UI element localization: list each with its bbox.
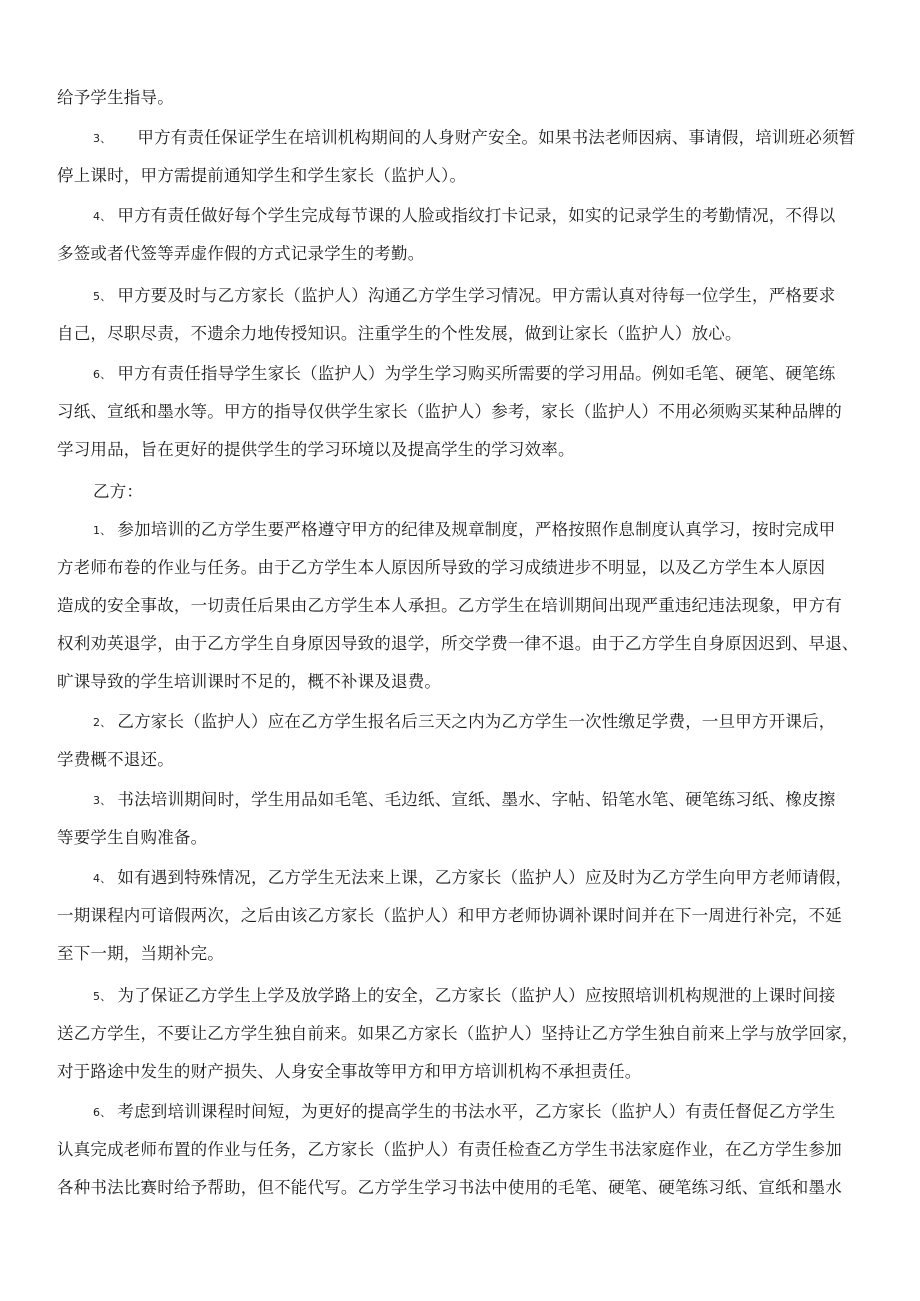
list-item-3: 3、 书法培训期间时，学生用品如毛笔、毛边纸、宣纸、墨水、字帖、铅笔水笔、硬笔练习纸、橡皮擦: [93, 788, 836, 813]
text-line: 认真完成老师布置的作业与任务，乙方家长（监护人）有责任检查乙方学生书法家庭作业，在乙方学生参加: [57, 1140, 842, 1159]
text-line: 停上课时，甲方需提前通知学生和学生家长（监护人）。: [57, 166, 467, 185]
text-line: 一期课程内可谙假两次，之后由该乙方家长（监护人）和甲方老师协调补课时间并在下一周进行补完，不延: [57, 906, 842, 925]
text-line: 造成的安全事故，一切责任后果由乙方学生本人承担。乙方学生在培训期间出现严重违纪违法现象，甲方有: [57, 596, 842, 615]
item-number: 3、: [93, 132, 112, 145]
text-line: 学习用品，旨在更好的提供学生的学习环境以及提高学生的学习效率。: [57, 440, 575, 459]
text-line: 至下一期，当期补完。: [57, 944, 224, 963]
list-item-4: 4、 甲方有责任做好每个学生完成每节课的人脸或指纹打卡记录，如实的记录学生的考勤情况，不得以: [93, 204, 836, 229]
item-number: 5、: [93, 990, 112, 1003]
list-item-3: 3、 甲方有责任保证学生在培训机构期间的人身财产安全。如果书法老师因病、事请假，培训班必须暂: [93, 126, 856, 151]
item-number: 1、: [93, 524, 112, 537]
text-line: 权利劝英退学，由于乙方学生自身原因导致的退学，所交学费一律不退。由于乙方学生自身原因迟到、早退、: [57, 634, 859, 653]
list-item-5: 5、 为了保证乙方学生上学及放学路上的安全，乙方家长（监护人）应按照培训机构规泄的上课时间接: [93, 984, 836, 1009]
list-item-1: 1、 参加培训的乙方学生要严格遵守甲方的纪律及规章制度，严格按照作息制度认真学习，按时完成甲: [93, 518, 836, 543]
text-line: 习纸、宣纸和墨水等。甲方的指导仅供学生家长（监护人）参考，家长（监护人）不用必须购买某种品牌的: [57, 402, 842, 421]
text-line: 方老师布卷的作业与任务。由于乙方学生本人原因所导致的学习成绩进步不明显，以及乙方学生本人原因: [57, 558, 826, 577]
text-line: 各种书法比赛时给予帮助，但不能代写。乙方学生学习书法中使用的毛笔、硬笔、硬笔练习纸、宣纸和墨水: [57, 1178, 842, 1197]
text-line: 多签或者代签等弄虚作假的方式记录学生的考勤。: [57, 244, 425, 263]
text-line: 学费概不退还。: [57, 750, 174, 769]
list-item-2: 2、 乙方家长（监护人）应在乙方学生报名后三天之内为乙方学生一次性缴足学费，一旦甲方开课后，: [93, 710, 836, 735]
text-line: 给予学生指导。: [57, 88, 174, 107]
section-heading: 乙方：: [93, 482, 144, 501]
item-number: 2、: [93, 716, 112, 729]
list-item-6: 6、 考虑到培训课程时间短，为更好的提高学生的书法水平，乙方家长（监护人）有责任督促乙方学生: [93, 1100, 836, 1125]
text-line: 自己，尽职尽责，不遗余力地传授知识。注重学生的个性发展，做到让家长（监护人）放心。: [57, 324, 742, 343]
list-item-5: 5、 甲方要及时与乙方家长（监护人）沟通乙方学生学习情况。甲方需认真对待每一位学生，严格要求: [93, 284, 836, 309]
list-item-6: 6、 甲方有责任指导学生家长（监护人）为学生学习购买所需要的学习用品。例如毛笔、硬笔、硬笔练: [93, 362, 836, 387]
text-line: 等要学生自购准备。: [57, 828, 208, 847]
text-line: 旷课导致的学生培训课时不足的，概不补课及退费。: [57, 672, 442, 691]
item-number: 4、: [93, 872, 112, 885]
item-number: 5、: [93, 290, 112, 303]
item-number: 3、: [93, 794, 112, 807]
item-number: 4、: [93, 210, 112, 223]
list-item-4: 4、 如有遇到特殊情况，乙方学生无法来上课，乙方家长（监护人）应及时为乙方学生向甲方老师请假，: [93, 866, 852, 891]
text-line: 送乙方学生，不要让乙方学生独自前来。如果乙方家长（监护人）坚持让乙方学生独自前来上学与放学回家，: [57, 1024, 859, 1043]
item-number: 6、: [93, 1106, 112, 1119]
text-line: 对于路途中发生的财产损失、人身安全事故等甲方和甲方培训机构不承担责任。: [57, 1062, 642, 1081]
item-number: 6、: [93, 368, 112, 381]
